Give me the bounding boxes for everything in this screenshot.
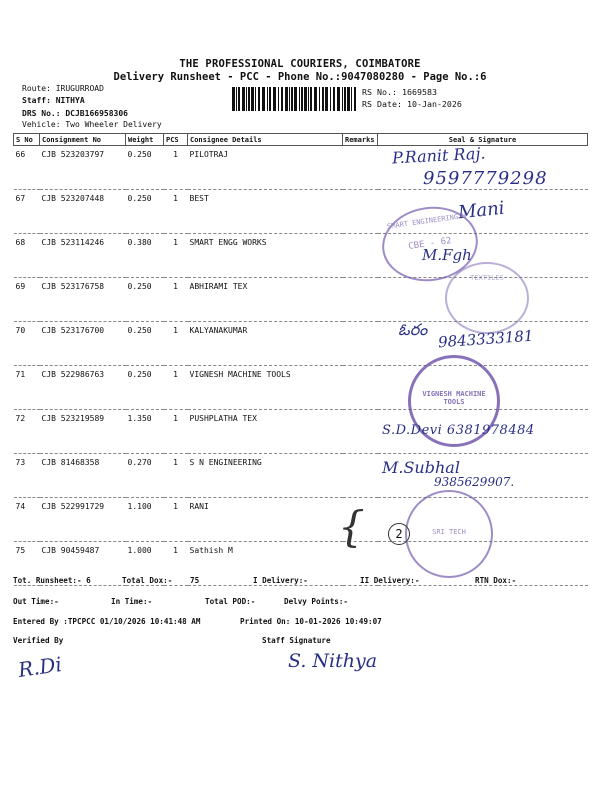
stamp-vignesh: VIGNESH MACHINE TOOLS [408,355,500,447]
cell-remarks [343,278,378,322]
total-dox-label: Total Dox:- [122,576,173,585]
cell-remarks [343,146,378,190]
cell-sno: 67 [14,190,40,234]
cell-pcs: 1 [164,366,188,410]
cell-consignee: KALYANAKUMAR [188,322,343,366]
cell-consignee: ABHIRAMI TEX [188,278,343,322]
cell-sno: 70 [14,322,40,366]
total-runsheet: Tot. Runsheet:- 6 [13,576,91,585]
rs-date-line [362,99,462,109]
col-weight: Weight [126,134,164,146]
cell-consignee: SMART ENGG WORKS [188,234,343,278]
rs-no-value: 1669583 [401,87,437,97]
cell-consignment: CJB 523219589 [40,410,126,454]
cell-pcs: 1 [164,190,188,234]
table-row [14,498,588,542]
total-pod: Total POD:- [205,597,256,606]
route-line [22,84,104,93]
vehicle-line [22,120,162,129]
cell-consignment: CJB 523207448 [40,190,126,234]
col-sno: S No [14,134,40,146]
drs-label: DRS No.: [22,109,61,118]
cell-weight: 0.380 [126,234,164,278]
total-dox-value: 75 [190,576,200,585]
cell-remarks [343,366,378,410]
out-time: Out Time:- [13,597,59,606]
cell-weight: 1.000 [126,542,164,586]
rs-no-label: RS No.: [362,87,397,97]
cell-sno: 69 [14,278,40,322]
i-delivery: I Delivery:- [253,576,308,585]
signature-73-phone: 9385629907. [434,475,515,489]
vehicle-label: Vehicle: [22,120,61,129]
company-title: THE PROFESSIONAL COURIERS, COIMBATORE [179,58,421,70]
rs-no-line [362,87,437,97]
stamp-textiles: TEXTILES [445,262,529,334]
cell-consignee: BEST [188,190,343,234]
verified-by-label: Verified By [13,636,64,645]
signature-72: S.D.Devi 6381978484 [382,423,535,438]
cell-remarks [343,190,378,234]
cell-pcs: 1 [164,322,188,366]
staff-signature-label: Staff Signature [262,636,331,645]
cell-consignee: S N ENGINEERING [188,454,343,498]
route-value: IRUGURROAD [55,84,104,93]
table-row [14,366,588,410]
cell-remarks [343,410,378,454]
cell-consignee: VIGNESH MACHINE TOOLS [188,366,343,410]
staff-label: Staff: [22,96,51,105]
cell-consignment: CJB 522991729 [40,498,126,542]
cell-weight: 0.250 [126,366,164,410]
barcode [232,87,358,111]
cell-pcs: 1 [164,234,188,278]
cell-consignment: CJB 523176758 [40,278,126,322]
rs-date-label: RS Date: [362,99,402,109]
table-header-row [14,134,588,146]
signature-73-name: M.Subhal [382,458,460,477]
cell-remarks [343,234,378,278]
cell-sno: 74 [14,498,40,542]
cell-weight: 0.250 [126,278,164,322]
cell-pcs: 1 [164,454,188,498]
cell-weight: 0.270 [126,454,164,498]
ii-delivery: II Delivery:- [360,576,420,585]
cell-remarks [343,454,378,498]
col-consignment: Consignment No [40,134,126,146]
bracket-mark: { [338,502,365,551]
cell-consignment: CJB 90459487 [40,542,126,586]
cell-pcs: 1 [164,498,188,542]
col-pcs: PCS [164,134,188,146]
rs-date-value: 10-Jan-2026 [406,99,462,109]
staff-signature: S. Nithya [288,650,378,672]
drs-value: DCJB166958306 [65,109,128,118]
cell-pcs: 1 [164,278,188,322]
stamp-sri-tech: SRI TECH [405,490,493,578]
cell-remarks [343,322,378,366]
drs-line [22,109,128,118]
cell-consignment: CJB 523114246 [40,234,126,278]
delivery-points: Delvy Points:- [284,597,349,606]
cell-consignment: CJB 523203797 [40,146,126,190]
entered-by: Entered By :TPCPCC 01/10/2026 10:41:48 AM [13,617,201,626]
signature-68: M.Fgh [422,246,472,264]
signature-70-phone: 9843333181 [437,326,534,352]
cell-weight: 0.250 [126,190,164,234]
verified-signature: R.Di [16,652,64,682]
printed-on: Printed On: 10-01-2026 10:49:07 [240,617,382,626]
cell-consignment: CJB 81468358 [40,454,126,498]
signature-66-name: P.Ranit Raj. [391,143,486,168]
signature-67: Mani [457,197,506,224]
signature-70-name: ఓరం [398,320,428,339]
cell-sno: 68 [14,234,40,278]
col-seal-signature: Seal & Signature [378,134,588,146]
cell-sno: 72 [14,410,40,454]
runsheet-title: Delivery Runsheet - PCC - Phone No.:9047080280 - Page No.:6 [113,71,487,83]
cell-weight: 1.100 [126,498,164,542]
route-label: Route: [22,84,51,93]
in-time: In Time:- [111,597,153,606]
cell-sno: 66 [14,146,40,190]
col-consignee: Consignee Details [188,134,343,146]
cell-consignee: PUSHPLATHA TEX [188,410,343,454]
cell-pcs: 1 [164,542,188,586]
rtn-dox: RTN Dox:- [475,576,517,585]
cell-consignee: RANI [188,498,343,542]
cell-sno: 75 [14,542,40,586]
circled-mark: 2 [388,523,410,545]
vehicle-value: Two Wheeler Delivery [65,120,162,129]
cell-consignee: PILOTRAJ [188,146,343,190]
staff-value: NITHYA [55,96,85,105]
cell-consignee: Sathish M [188,542,343,586]
cell-sno: 73 [14,454,40,498]
stamp-smart-engineering: SMART ENGINEERING W CBE - 62 [377,201,482,288]
cell-weight: 0.250 [126,322,164,366]
cell-sno: 71 [14,366,40,410]
staff-line [22,96,85,105]
col-remarks: Remarks [343,134,378,146]
cell-consignment: CJB 522986763 [40,366,126,410]
cell-consignment: CJB 523176700 [40,322,126,366]
cell-pcs: 1 [164,146,188,190]
cell-weight: 1.350 [126,410,164,454]
cell-weight: 0.250 [126,146,164,190]
cell-pcs: 1 [164,410,188,454]
signature-66-phone: 9597779298 [423,168,548,189]
